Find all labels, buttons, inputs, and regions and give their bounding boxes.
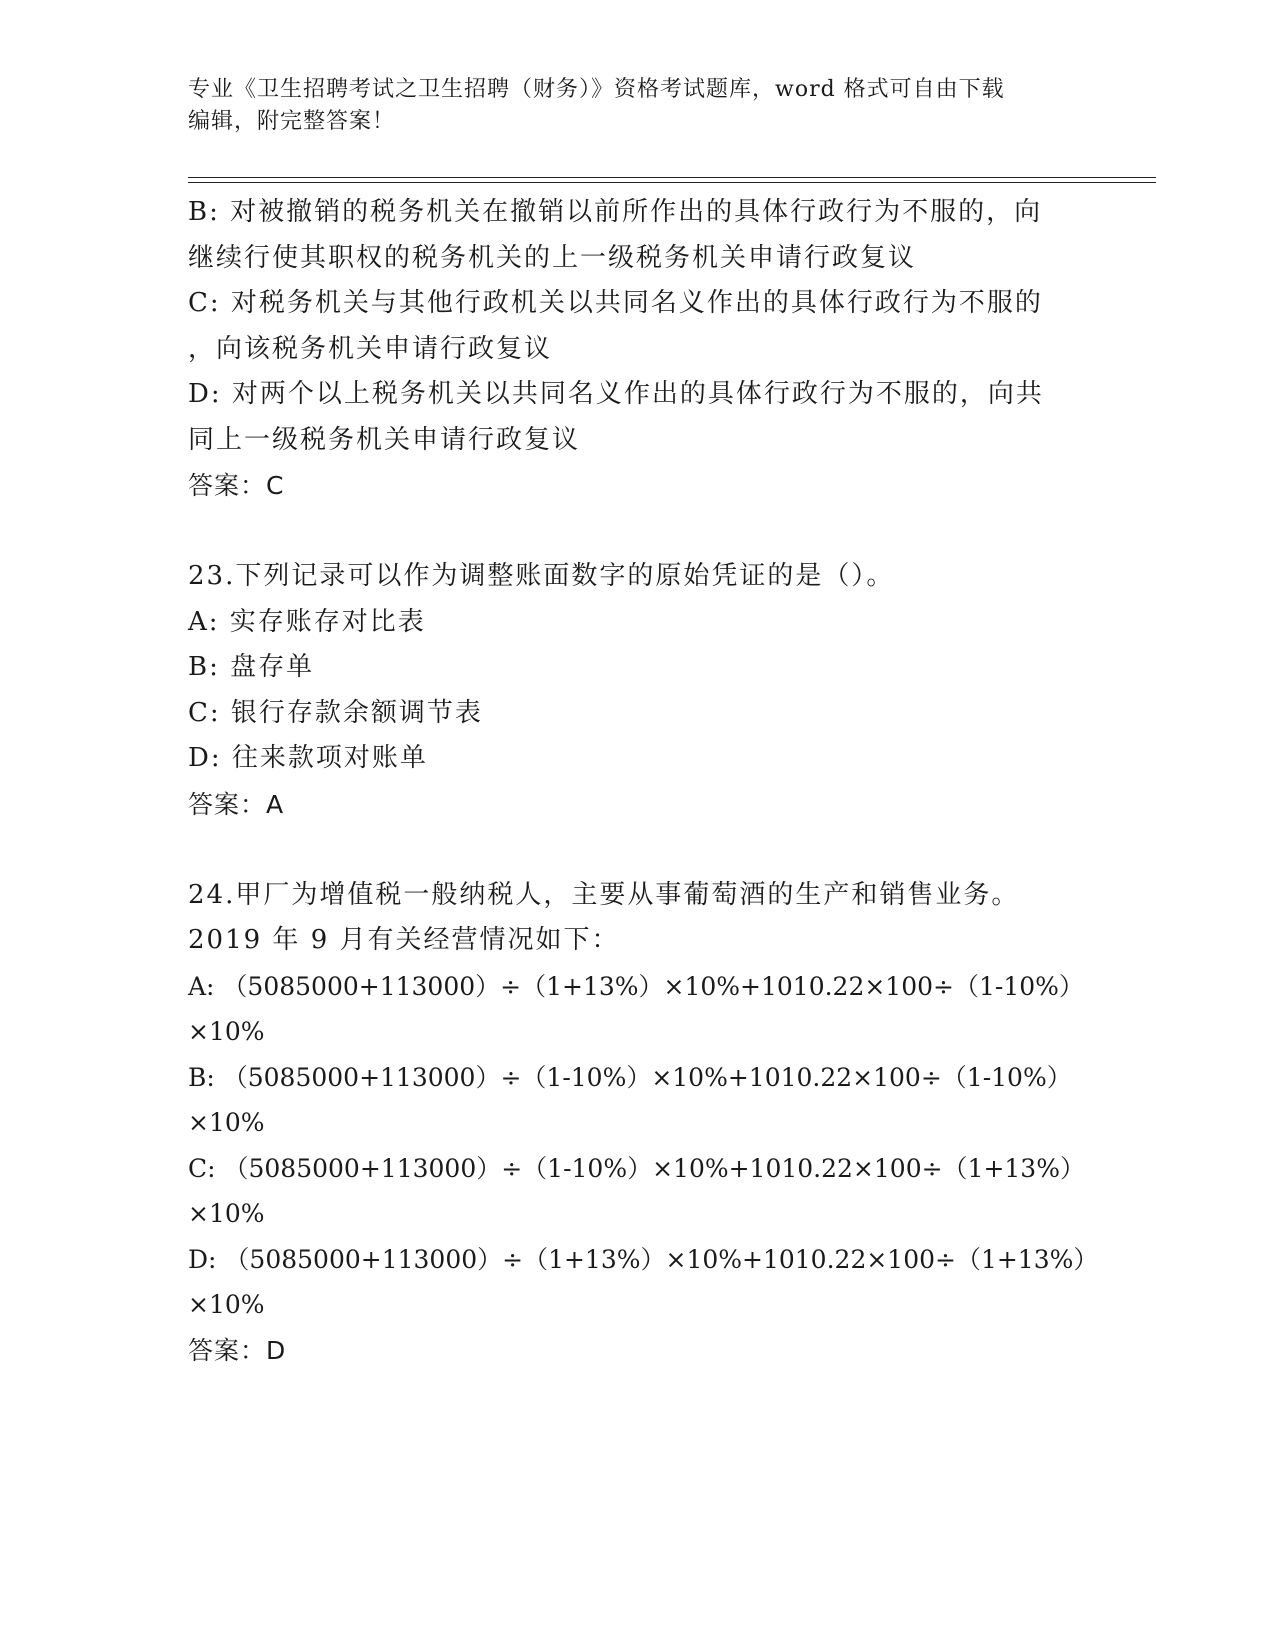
q23-option-d: D: 往来款项对账单 — [188, 743, 428, 773]
spacer — [188, 509, 1088, 555]
question-22 — [188, 190, 1088, 509]
q24-option-d-line-2: ×10% — [188, 1290, 265, 1319]
q22-answer: 答案：C — [188, 471, 285, 500]
spacer — [188, 827, 1088, 873]
q24-option-a-line-2: ×10% — [188, 1017, 265, 1046]
q24-option-c-line-1: C: （5085000+113000）÷（1-10%）×10%+1010.22×100÷（1+13%） — [188, 1153, 1085, 1183]
q24-option-a-line-1: A: （5085000+113000）÷（1+13%）×10%+1010.22×100÷（1-10%） — [188, 971, 1084, 1001]
question-23 — [188, 554, 1088, 827]
q22-option-c-line-1: C: 对税务机关与其他行政机关以共同名义作出的具体行政行为不服的 — [188, 288, 1043, 318]
q24-option-c-line-2: ×10% — [188, 1199, 265, 1228]
q23-option-c: C: 银行存款余额调节表 — [188, 697, 483, 728]
q23-option-a: A: 实存账存对比表 — [188, 606, 426, 637]
q22-option-d-line-2: 同上一级税务机关申请行政复议 — [188, 424, 581, 455]
header-rule-bottom — [188, 182, 1156, 183]
header-line-1: 专业《卫生招聘考试之卫生招聘（财务）》资格考试题库，word 格式可自由下载 — [188, 77, 1005, 102]
document-header — [188, 74, 1088, 138]
q24-option-d-line-1: D: （5085000+113000）÷（1+13%）×10%+1010.22×100÷（1+13%） — [188, 1244, 1099, 1274]
q24-answer: 答案：D — [188, 1335, 287, 1365]
q23-option-b: B: 盘存单 — [188, 652, 315, 682]
q24-option-b-line-2: ×10% — [188, 1108, 265, 1137]
q24-question-line-2: 2019 年 9 月有关经营情况如下： — [188, 925, 620, 955]
q24-question-line-1: 24.甲厂为增值税一般纳税人，主要从事葡萄酒的生产和销售业务。 — [188, 879, 1020, 910]
question-24 — [188, 873, 1099, 1374]
q22-option-c-line-2: ，向该税务机关申请行政复议 — [188, 333, 553, 364]
q24-option-b-line-1: B: （5085000+113000）÷（1-10%）×10%+1010.22×100÷（1-10%） — [188, 1062, 1072, 1092]
q23-answer: 答案：A — [188, 789, 285, 819]
document-body — [188, 190, 1099, 1373]
header-line-2: 编辑，附完整答案！ — [188, 109, 396, 134]
header-rule-top — [188, 177, 1156, 178]
q22-option-d-line-1: D: 对两个以上税务机关以共同名义作出的具体行政行为不服的，向共 — [188, 379, 1044, 409]
q23-question: 23.下列记录可以作为调整账面数字的原始凭证的是（）。 — [188, 561, 895, 591]
q22-option-b-line-2: 继续行使其职权的税务机关的上一级税务机关申请行政复议 — [188, 242, 917, 273]
q22-option-b-line-1: B: 对被撤销的税务机关在撤销以前所作出的具体行政行为不服的，向 — [188, 197, 1043, 227]
